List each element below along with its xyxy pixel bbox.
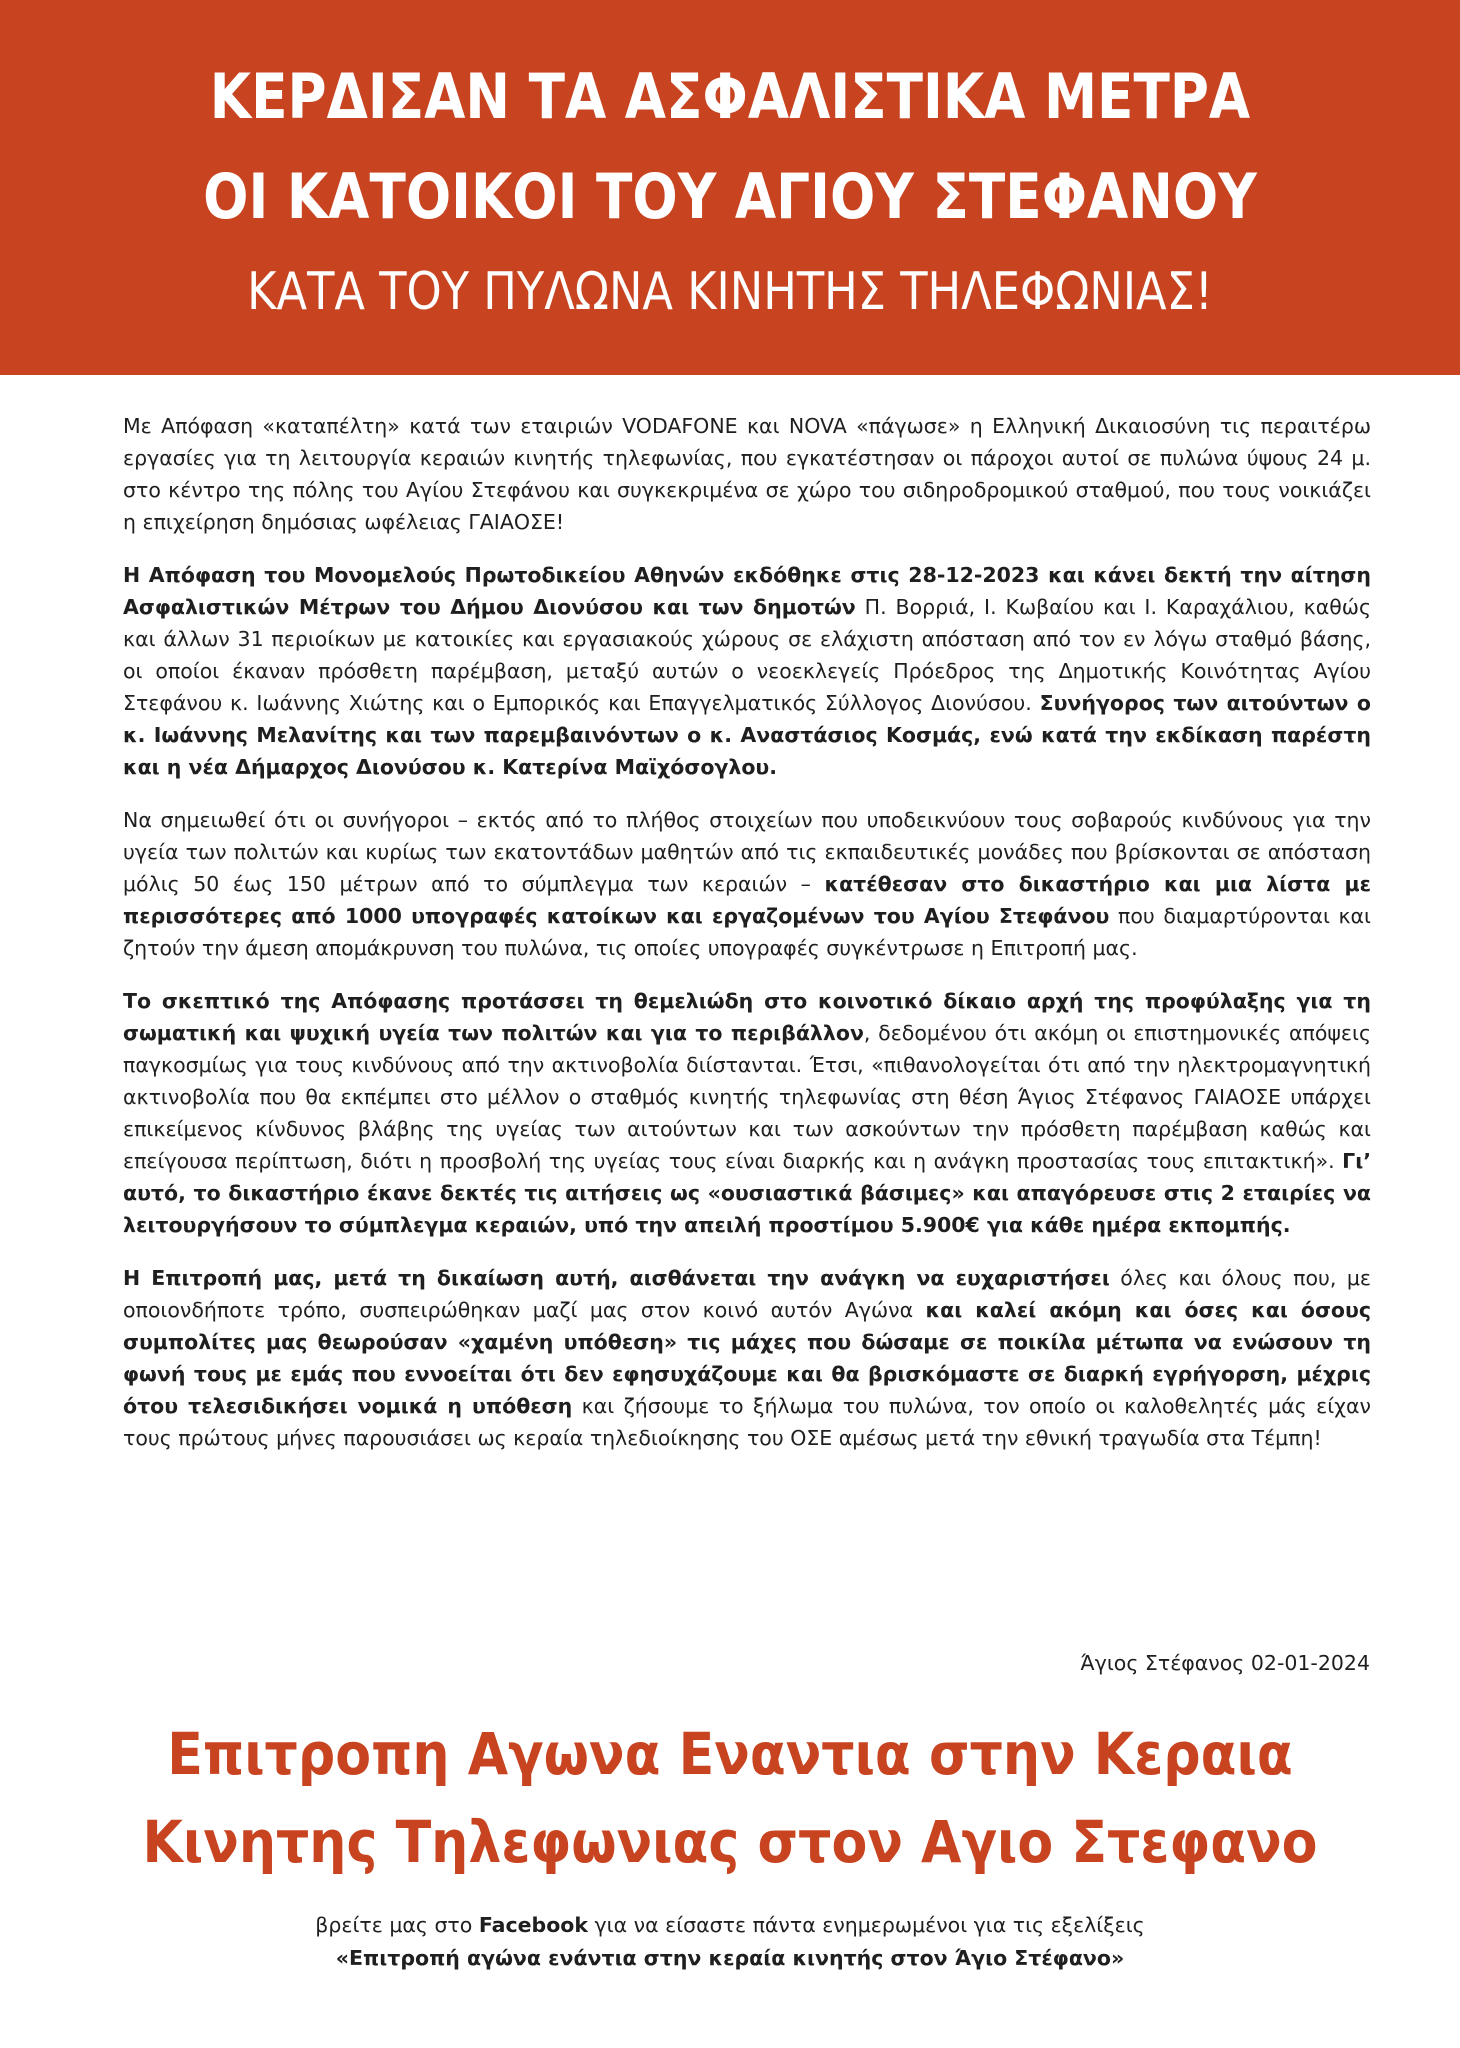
paragraph-1 <box>123 410 1371 538</box>
paragraph-text: Να σημειωθεί ότι οι συνήγοροι – εκτός από το πλήθος στοιχείων που υποδεικνύουν τους σοβαρούς κινδύνους για την υγεία των πολιτών και κυρίως των εκατοντάδων μαθητών από τις εκπαιδευτικές μονάδες που βρίσκονται σε απόσταση μόλις 50 έως 150 μέτρων από το σύμπλεγμα των κεραιών – <box>123 808 1371 896</box>
paragraph-text: όλες και όλους που, με οποιονδήποτε τρόπο, συσπειρώθηκαν μαζί μας στον κοινό αυτόν Αγώνα <box>123 1266 1371 1322</box>
title-banner <box>0 0 1460 375</box>
paragraph-3 <box>123 804 1371 964</box>
paragraph-text: Με Απόφαση «καταπέλτη» κατά των εταιριών VODAFONE και NOVA «πάγωσε» η Ελληνική Δικαιοσύνη τις περαιτέρω εργασίες για τη λειτουργία κεραιών κινητής τηλεφωνίας, που εγκατέστησαν οι πάροχοι αυτοί σε πυλώνα ύψους 24 μ. στο κέντρο της πόλης του Αγίου Στεφάνου και συγκεκριμένα σε χώρο του σιδηροδρομικού σταθμού, που τους νοικιάζει η επιχείρηση δημόσιας ωφέλειας ΓΑΙΑΟΣΕ! <box>123 414 1371 534</box>
committee-name-line-1: Επιτροπη Αγωνα Εναντια στην Κεραια <box>167 1720 1293 1788</box>
facebook-label: Facebook <box>478 1913 589 1937</box>
paragraph-bold-text: Το σκεπτικό της Απόφασης προτάσσει τη θεμελιώδη στο κοινοτικό δίκαιο αρχή της προφύλαξης για τη σωματική και ψυχική υγεία των πολιτών και για το περιβάλλον <box>123 989 1371 1045</box>
facebook-note-pre: βρείτε μας στο <box>315 1913 479 1937</box>
committee-name-line-2: Κινητης Τηλεφωνιας στον Αγιο Στεφανο <box>142 1808 1318 1876</box>
facebook-note <box>0 1913 1460 1937</box>
paragraph-bold-text: και καλεί ακόμη και όσες και όσους συμπολίτες μας θεωρούσαν «χαμένη υπόθεση» τις μάχες που δώσαμε σε ποικίλα μέτωπα να ενώσουν τη φωνή τους με εμάς που εννοείται ότι δεν εφησυχάζουμε και θα βρισκόμαστε σε διαρκή εγρήγορση, μέχρις ότου τελεσιδικήσει νομικά η υπόθεση <box>123 1298 1371 1418</box>
paragraph-5 <box>123 1262 1371 1454</box>
title-line-2: ΟΙ ΚΑΤΟΙΚΟΙ ΤΟΥ ΑΓΙΟΥ ΣΤΕΦΑΝΟΥ <box>203 160 1257 233</box>
facebook-note-post: για να είσαστε πάντα ενημερωμένοι για τις εξελίξεις <box>588 1913 1145 1937</box>
paragraph-2 <box>123 559 1371 783</box>
facebook-page-name: «Επιτροπή αγώνα ενάντια στην κεραία κινητής στον Άγιο Στέφανο» <box>335 1946 1125 1970</box>
title-line-1: ΚΕΡΔΙΣΑΝ ΤΑ ΑΣΦΑΛΙΣΤΙΚΑ ΜΕΤΡΑ <box>209 60 1251 133</box>
paragraph-bold-text: κατέθεσαν στο δικαστήριο και μια λίστα με περισσότερες από 1000 υπογραφές κατοίκων και εργαζομένων του Αγίου Στεφάνου <box>123 872 1371 928</box>
paragraph-4 <box>123 985 1371 1241</box>
paragraph-text: και ζήσουμε το ξήλωμα του πυλώνα, τον οποίο οι καλοθελητές μάς είχαν τους πρώτους μήνες παρουσιάσει ως κεραία τηλεδιοίκησης του ΟΣΕ αμέσως μετά την εθνική τραγωδία στα Τέμπη! <box>123 1394 1371 1450</box>
paragraph-bold-text: Η Επιτροπή μας, μετά τη δικαίωση αυτή, αισθάνεται την ανάγκη να ευχαριστήσει <box>123 1266 1110 1290</box>
paragraph-text: που διαμαρτύρονται και ζητούν την άμεση απομάκρυνση του πυλώνα, τις οποίες υπογραφές συγκέντρωσε η Επιτροπή μας. <box>123 904 1371 960</box>
paragraph-bold-text: Γι’ αυτό, το δικαστήριο έκανε δεκτές τις αιτήσεις ως «ουσιαστικά βάσιμες» και απαγόρευσε στις 2 εταιρίες να λειτουργήσουν το σύμπλεγμα κεραιών, υπό την απειλή προστίμου 5.900€ για κάθε ημέρα εκπομπής. <box>123 1149 1371 1237</box>
article-body <box>123 410 1371 1475</box>
paragraph-text: , δεδομένου ότι ακόμη οι επιστημονικές απόψεις παγκοσμίως για τους κινδύνους από την ακτινοβολία διίστανται. Έτσι, «πιθανολογείται ότι από την ηλεκτρομαγνητική ακτινοβολία που θα εκπέμπει στο μέλλον ο σταθμός κινητής τηλεφωνίας στη θέση Άγιος Στέφανος ΓΑΙΑΟΣΕ υπάρχει επικείμενος κίνδυνος βλάβης της υγείας των αιτούντων και των ασκούντων την πρόσθετη παρέμβαση καθώς και επείγουσα περίπτωση, διότι η προσβολή της υγείας τους είναι διαρκής και η ανάγκη προστασίας τους επιτακτική». <box>123 1021 1371 1173</box>
paragraph-text: Π. Βορριά, Ι. Κωβαίου και Ι. Καραχάλιου, καθώς και άλλων 31 περιοίκων με κατοικίες και εργασιακούς χώρους σε ελάχιστη απόσταση από τον εν λόγω σταθμό βάσης, οι οποίοι έκαναν πρόσθετη παρέμβαση, μεταξύ αυτών ο νεοεκλεγείς Πρόεδρος της Δημοτικής Κοινότητας Αγίου Στεφάνου κ. Ιωάννης Χιώτης και ο Εμπορικός και Επαγγελματικός Σύλλογος Διονύσου. <box>123 595 1371 715</box>
place-date: Άγιος Στέφανος 02-01-2024 <box>1080 1651 1370 1675</box>
paragraph-bold-text: Η Απόφαση του Μονομελούς Πρωτοδικείου Αθηνών εκδόθηκε στις 28-12-2023 και κάνει δεκτή την αίτηση Ασφαλιστικών Μέτρων του Δήμου Διονύσου και των δημοτών <box>123 563 1371 619</box>
title-line-3: ΚΑΤΑ ΤΟΥ ΠΥΛΩΝΑ ΚΙΝΗΤΗΣ ΤΗΛΕΦΩΝΙΑΣ! <box>247 262 1213 322</box>
paragraph-bold-text: Συνήγορος των αιτούντων ο κ. Ιωάννης Μελανίτης και των παρεμβαινόντων ο κ. Αναστάσιος Κοσμάς, ενώ κατά την εκδίκαση παρέστη και η νέα Δήμαρχος Διονύσου κ. Κατερίνα Μαϊχόσογλου. <box>123 691 1371 779</box>
